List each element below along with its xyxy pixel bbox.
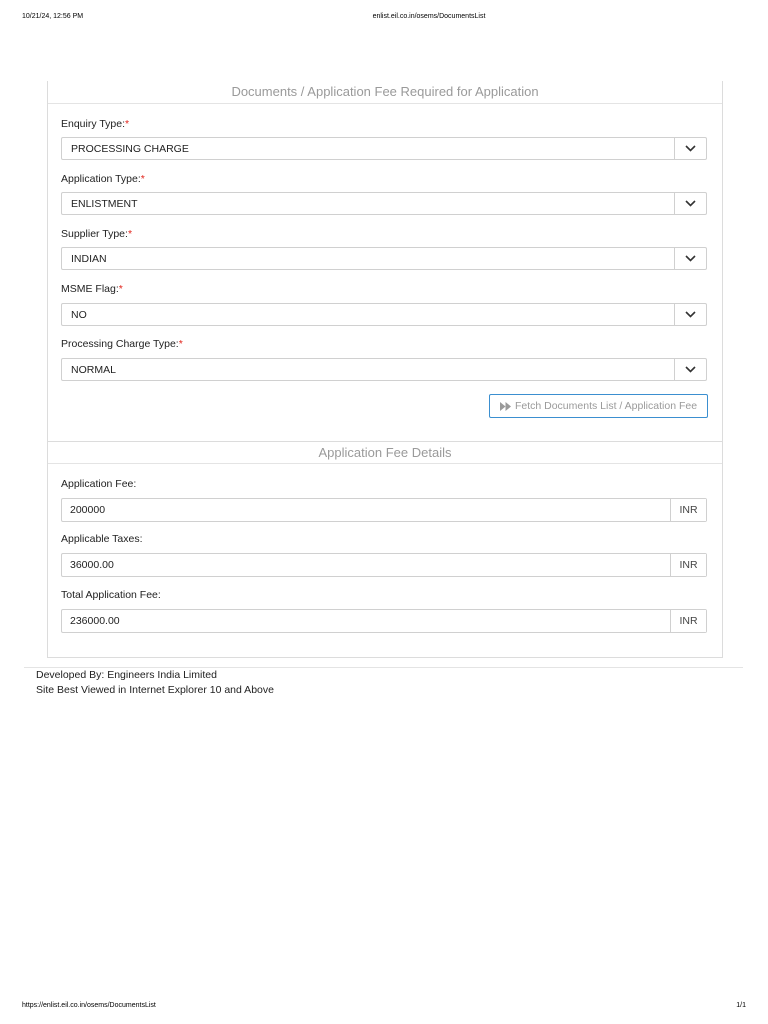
required-marker: * (125, 118, 130, 130)
footer-divider (24, 667, 743, 668)
fee-details-panel-title: Application Fee Details (48, 442, 722, 464)
application-fee-field[interactable] (61, 498, 707, 522)
total-application-fee-field[interactable] (61, 609, 707, 633)
chevron-down-icon[interactable] (674, 138, 706, 159)
currency-addon: INR (670, 499, 706, 521)
required-marker: * (140, 173, 145, 185)
total-application-fee-label: Total Application Fee: (61, 589, 161, 601)
msme-flag-select[interactable] (61, 303, 707, 326)
chevron-down-icon[interactable] (674, 193, 706, 214)
print-full-url: https://enlist.eil.co.in/osems/DocumentsList (22, 1002, 156, 1009)
required-marker: * (118, 283, 123, 295)
supplier-type-select[interactable] (61, 247, 707, 270)
application-type-label: Application Type:* (61, 173, 145, 185)
chevron-down-icon[interactable] (674, 359, 706, 380)
enquiry-type-label: Enquiry Type:* (61, 118, 130, 130)
applicable-taxes-value[interactable]: 36000.00 (70, 559, 114, 571)
print-page-count: 1/1 (736, 1002, 746, 1009)
total-application-fee-value[interactable]: 236000.00 (70, 615, 120, 627)
application-type-select[interactable] (61, 192, 707, 215)
enquiry-type-select[interactable] (61, 137, 707, 160)
fast-forward-icon (500, 402, 511, 411)
applicable-taxes-field[interactable] (61, 553, 707, 577)
processing-charge-type-value: NORMAL (71, 364, 116, 376)
documents-panel-title: Documents / Application Fee Required for Application (48, 81, 722, 104)
msme-flag-value: NO (71, 309, 87, 321)
application-type-value: ENLISTMENT (71, 198, 138, 210)
application-fee-value[interactable]: 200000 (70, 504, 106, 516)
documents-panel (47, 81, 723, 442)
supplier-type-value: INDIAN (71, 253, 107, 265)
chevron-down-icon[interactable] (674, 304, 706, 325)
fetch-documents-button-label: Fetch Documents List / Application Fee (514, 400, 698, 412)
fee-details-panel (47, 441, 723, 658)
print-page-url: enlist.eil.co.in/osems/DocumentsList (372, 13, 486, 20)
applicable-taxes-label: Applicable Taxes: (61, 533, 143, 545)
enquiry-type-value: PROCESSING CHARGE (71, 143, 189, 155)
required-marker: * (178, 338, 183, 350)
developed-by-text: Developed By: Engineers India Limited (36, 669, 217, 681)
required-marker: * (127, 228, 133, 240)
fetch-documents-button[interactable] (489, 394, 708, 418)
msme-flag-label: MSME Flag:* (61, 283, 123, 295)
print-datetime: 10/21/24, 12:56 PM (22, 13, 84, 20)
processing-charge-type-select[interactable] (61, 358, 707, 381)
application-fee-label: Application Fee: (61, 478, 137, 490)
supplier-type-label: Supplier Type:* (61, 228, 133, 240)
chevron-down-icon[interactable] (674, 248, 706, 269)
browser-note-text: Site Best Viewed in Internet Explorer 10 and Above (36, 684, 274, 696)
currency-addon: INR (670, 554, 706, 576)
currency-addon: INR (670, 610, 706, 632)
processing-charge-type-label: Processing Charge Type:* (61, 338, 183, 350)
